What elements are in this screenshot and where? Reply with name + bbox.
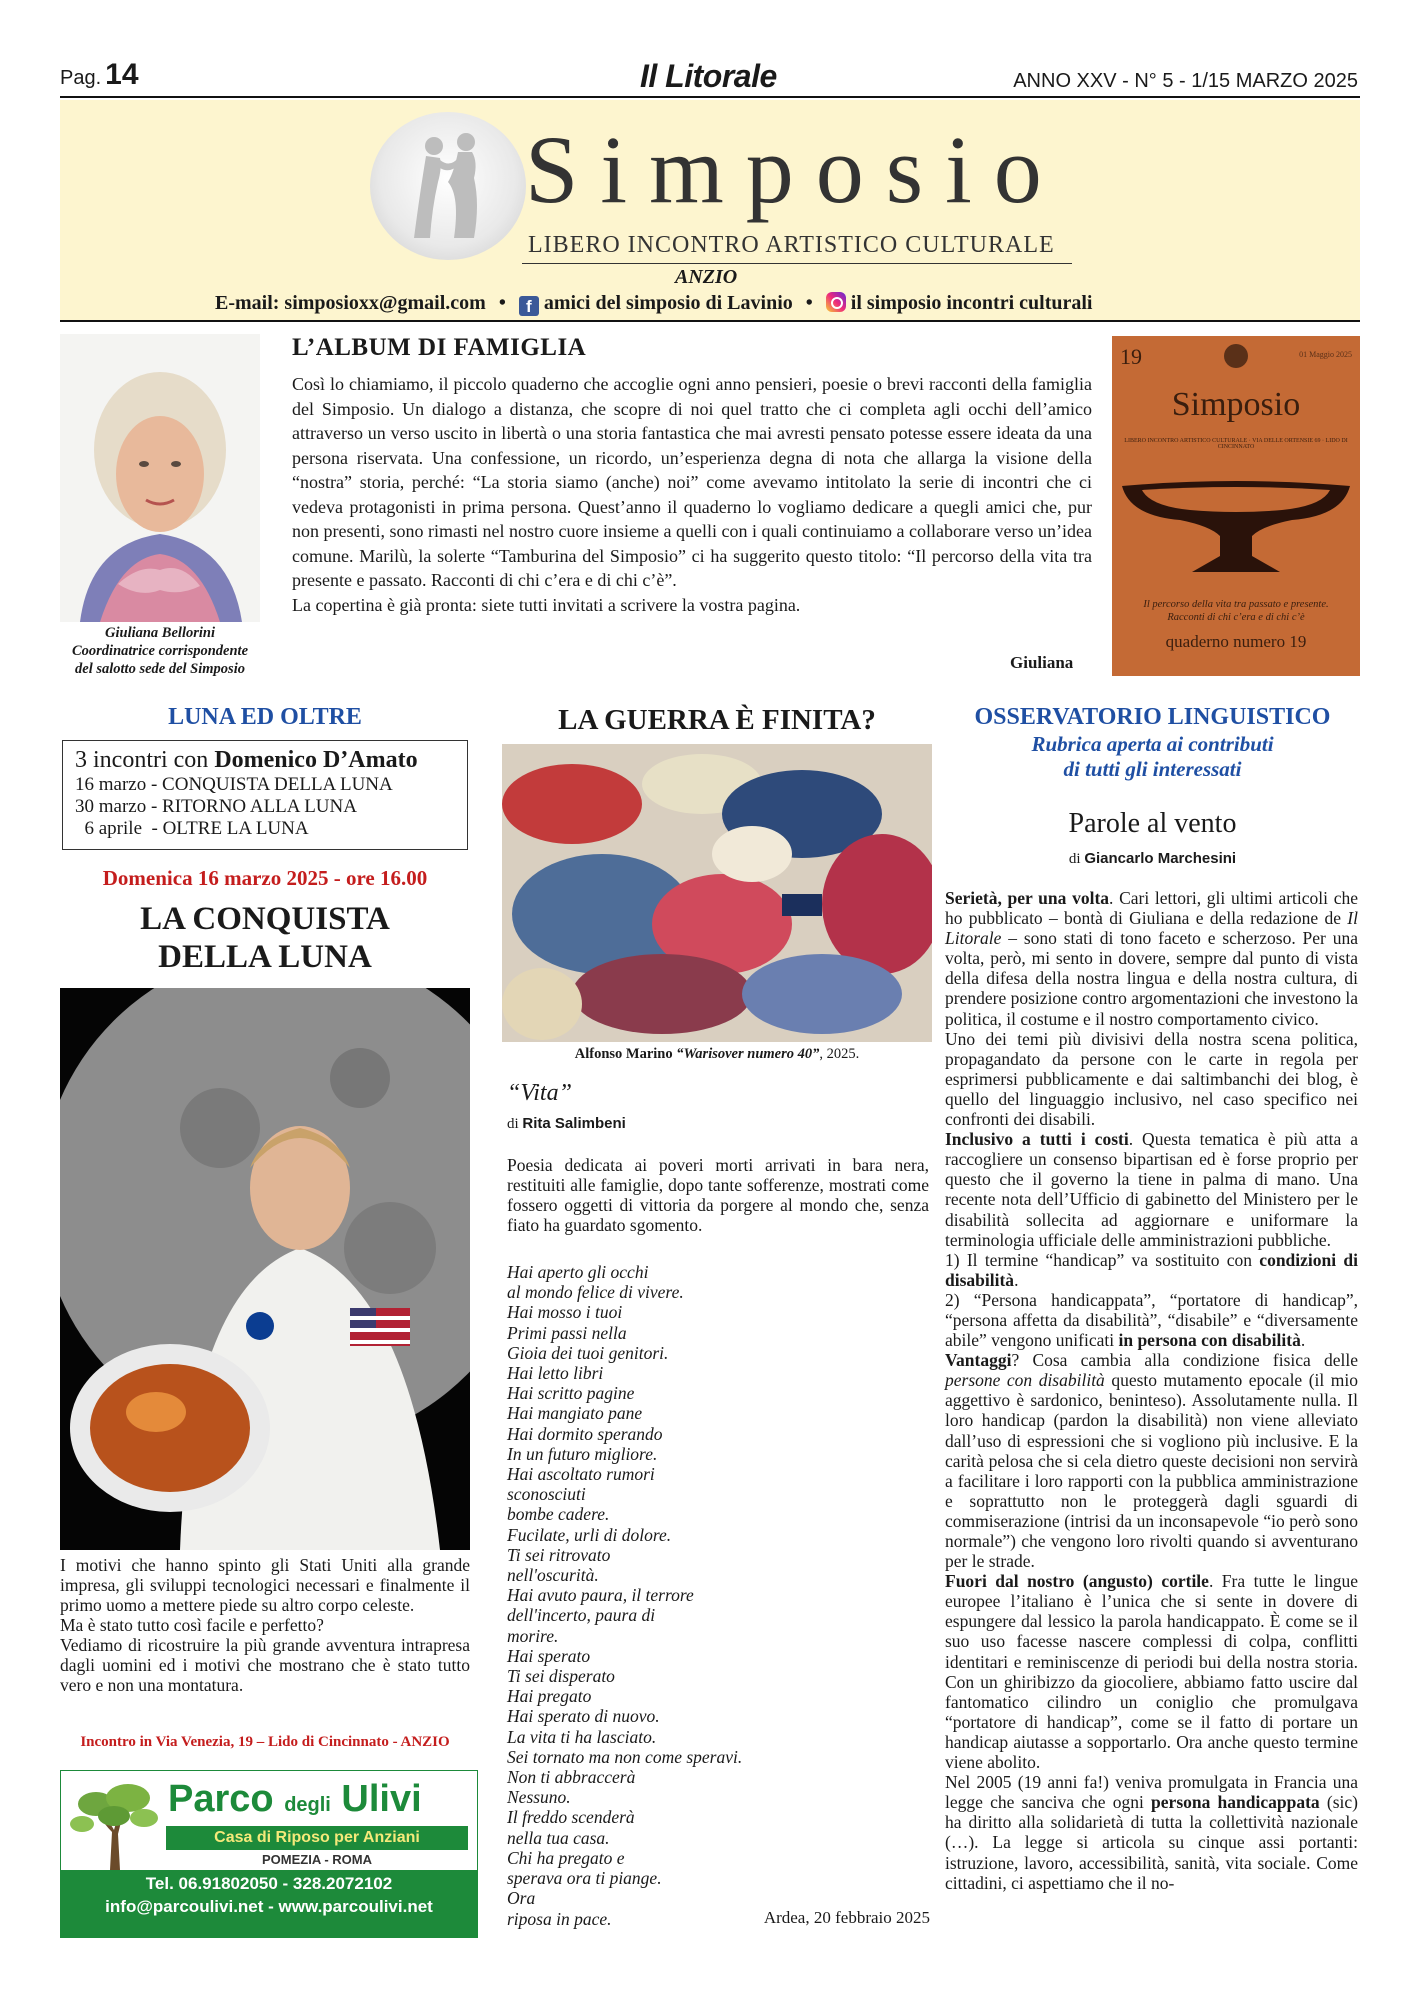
painting-caption: Alfonso Marino “Warisover numero 40”, 2025. [574,1046,860,1062]
masthead: Il Litorale [640,58,777,94]
poem-line: Hai ascoltato rumori [507,1464,655,1485]
poem-line: Hai scritto pagine [507,1383,635,1404]
luna-description: I motivi che hanno spinto gli Stati Uniti alla grande impresa, gli sviluppi tecnologici necessari e finalmente il primo uomo a mettere piede su altro corpo celeste. Ma è stato tutto così facile e perfetto? Vediamo di ricostruire la più grande avventura intrapresa dagli uomini ed i motivi che mostrano che è stato tutto vero e non una montatura. [60,1555,470,1695]
poem-line: Sei tornato ma non come speravi. [507,1746,743,1767]
schedule-item: 6 aprile - OLTRE LA LUNA [75,818,309,839]
article-title: Parole al vento [1068,808,1237,839]
luna-section-heading: LUNA ED OLTRE [168,704,362,730]
issue-info: ANNO XXV - N° 5 - 1/15 MARZO 2025 [1013,70,1358,92]
poem-line: nell'oscurità. [507,1565,599,1586]
article-paragraph: Serietà, per una volta. Cari lettori, gli ultimi articoli che ho pubblicato – bontà di Giuliana e della redazione de Il Litorale – sono stati di tono faceto e scherzoso. Per una volta, però, mi sento in dovere, sempre dal punto di vista della difesa della nostra lingua e della nostra cultura, di prendere posizione contro argomentazioni che investono la politica, il costume e il nostro comportamento civico. [945,888,1358,1029]
poem-line: Ti sei ritrovato [507,1544,611,1565]
poem-line: Ora [507,1888,536,1909]
poem-line: In un futuro migliore. [507,1443,658,1464]
osservatorio-heading: OSSERVATORIO LINGUISTICO [974,704,1331,730]
facebook-link[interactable]: amici del simposio di Lavinio [543,292,793,314]
album-text: Così lo chiamiamo, il piccolo quaderno che accoglie ogni anno pensieri, poesie o brevi racconti della famiglia del Simposio. Un dialogo a distanza, che scopre di noi quel tratto che ci completa agli occhi dell’amico attraverso un verso uscito in libertà o una storia fantastica che mai avresti pensato potesse essere ideata da una persona riservata. Una confessione, un ricordo, un’esperienza degna di nota che allarga la visione della “nostra” storia, perché: “La storia siamo (anche) noi” come avevamo intitolato la serie di incontri che ci vedeva protagonisti in prima persona. Quest’anno il quaderno lo vogliamo dedicare a quegli amici che, pur non presenti, sono rimasti nel nostro cuore insieme a quelli con i quali continuiamo a collaborare verso un’idea comune. Marilù, la solerte “Tamburina del Simposio” ci ha suggerito questo titolo: “Il percorso della vita tra presente e passato. Racconti di chi c’era e di chi c’è”. La copertina è già pronta: siete tutti invitati a scrivere la vostra pagina. [292,374,1092,615]
poem-line: La vita ti ha lasciato. [507,1726,657,1747]
guerra-title: LA GUERRA È FINITA? [558,704,876,736]
poem-line: Chi ha pregato e [507,1847,625,1868]
article-paragraph: Inclusivo a tutti i costi. Questa tematica è più atta a raccogliere un consenso bipartisan ed è forse proprio per questo che il governo la tiene in palma di mano. Una recente nota dell’Ufficio di gabinetto del Ministero per le disabilità sollecita ad aggiornare e uniformare la terminologia ufficiale delle amministrazioni pubbliche. [945,1129,1358,1250]
ad-location: POMEZIA - ROMA [261,1852,372,1867]
schedule-item: 30 marzo - RITORNO ALLA LUNA [75,796,357,817]
album-signature: Giuliana [1010,653,1074,672]
poem-line: Hai mangiato pane [507,1403,643,1424]
portrait-caption: Giuliana Bellorini Coordinatrice corrispondente del salotto sede del Simposio [71,625,249,677]
page-number: Pag. 14 [60,58,139,91]
instagram-icon [826,292,846,312]
article-paragraph: Vantaggi? Cosa cambia alla condizione fisica delle persone con disabilità questo mutamento epocale (il mio aggettivo è sardonico, beninteso). Assolutamente nulla. Il loro handicap (pardon la disabilità) non viene alleviato dall’uso di espressioni che si vogliono più inclusive. E la carità pelosa che si cela dietro queste decisioni non servirà a facilitare i loro rapporti con la pubblica amministrazione e soprattutto non le proteggerà dagli sguardi di commiserazione (intrisi da un inconsapevole “io però sono normale”) che vengono loro rivolti quando si avventurano per le strade. [945,1350,1358,1572]
poem-line: Primi passi nella [507,1322,627,1343]
painting-image [502,744,932,1042]
poem-line: Hai dormito sperando [507,1423,663,1444]
poem-line: sperava ora ti piange. [507,1868,662,1889]
poem-line: Hai mosso i tuoi [507,1302,623,1323]
poem-line: Hai sperato [507,1645,591,1666]
luna-title: LA CONQUISTA DELLA LUNA [140,901,390,975]
facebook-icon: f [519,296,539,316]
album-title: L’ALBUM DI FAMIGLIA [292,334,587,361]
article-paragraph: Uno dei temi più divisivi della nostra scena politica, propagandato da persone con le carte in regola per esprimersi pubblicamente e dai saltimbanchi dei blog, è quello del linguaggio inclusivo, nel caso specifico nei confronti dei disabili. [945,1028,1358,1130]
olive-tree-icon [66,1776,162,1870]
ad-brand: Parco degli Ulivi [168,1778,422,1820]
poem-line: dell'incerto, paura di [507,1605,656,1626]
email-link[interactable]: E-mail: simposioxx@gmail.com [215,292,486,314]
header-rule [60,96,1360,98]
poem-line: Hai pregato [507,1686,592,1707]
poem-line: Hai aperto gli occhi [507,1262,649,1282]
poem-line: Non ti abbraccerà [507,1767,636,1788]
article-body [945,888,1358,1893]
article-paragraph: 1) Il termine “handicap” va sostituito con condizioni di disabilità. [945,1249,1358,1290]
article-paragraph: 2) “Persona handicappata”, “portatore di handicap”, “persona affetta da disabilità”, “disabile” e “diversamente abile” vengono unificati in persona con disabilità. [945,1289,1358,1351]
luna-event-date: Domenica 16 marzo 2025 - ore 16.00 [102,866,428,890]
poem-line: Fucilate, urli di dolore. [507,1524,672,1545]
quaderno-cover: 19 01 Maggio 2025 Simposio LIBERO INCONTRO ARTISTICO CULTURALE · VIA DELLE ORTENSIE 69 · LIDO DI CINCINNATO Il percorso della vita tra passato e presente. Racconti di chi c’era e di chi c’è quaderno numero 19 [1112,336,1360,676]
poem-line: nella tua casa. [507,1827,610,1848]
article-paragraph: Fuori dal nostro (angusto) cortile. Fra tutte le lingue europee l’italiano è l’unica che si sente in dovere di espungere dal lessico la parola handicappato. È come se il suo uso facesse nascere complessi di colpa, conflitti identitari e reminiscenze di periodi bui della nostra storia. Con un ghiribizzo da giocoliere, abbiamo fatto uscire dal fantomatico cilindro un coniglio che promulgava “portatore di handicap”, come se il fatto di portare un handicap aiutasse a sopportarlo. Ora anche questo termine viene abolito. [945,1571,1358,1773]
poem-author: di Rita Salimbeni [507,1115,626,1132]
banner-subtitle: LIBERO INCONTRO ARTISTICO CULTURALE [528,232,1055,258]
banner-title: Simposio [525,116,1064,223]
poem-line: Hai avuto paura, il terrore [507,1585,694,1606]
poem-line: sconosciuti [507,1484,586,1505]
ad-tagline: Casa di Riposo per Anziani [166,1826,468,1850]
poem-text [507,1262,927,1929]
poem-line: al mondo felice di vivere. [507,1282,684,1303]
poem-line: bombe cadere. [507,1504,610,1525]
poem-line: Hai sperato di nuovo. [507,1706,660,1727]
poem-line: morire. [507,1625,559,1646]
portrait-photo [60,334,260,622]
banner-contacts: E-mail: simposioxx@gmail.com • f amici del simposio di Lavinio • il simposio incontri culturali [215,292,1093,316]
luna-venue: Incontro in Via Venezia, 19 – Lido di Cincinnato - ANZIO [80,1734,450,1750]
poem-date: Ardea, 20 febbraio 2025 [763,1908,930,1927]
banner-city: ANZIO [675,266,738,288]
poem-line: Ti sei disperato [507,1666,615,1687]
article-paragraph: Nel 2005 (19 anni fa!) veniva promulgata in Francia una legge che sanciva che ogni persona handicappata (sic) ha diritto alla solidarietà di tutta la collettività nazionale (…). La legge si articola su cinque assi portanti: istruzione, lavoro, accessibilità, sanità, vita sociale. Come cittadini, ci aspettiamo che il no- [945,1772,1358,1893]
simposio-logo-icon [370,112,526,260]
osservatorio-subtitle: Rubrica aperta ai contributi di tutti gli interessati [1031,732,1274,781]
poem-line: Hai letto libri [507,1363,604,1384]
luna-schedule-box: 3 incontri con Domenico D’Amato 16 marzo - CONQUISTA DELLA LUNA 30 marzo - RITORNO ALLA LUNA 6 aprile - OLTRE LA LUNA [62,740,468,850]
poem-title: “Vita” [507,1080,572,1106]
instagram-link[interactable]: il simposio incontri culturali [850,292,1093,314]
astronaut-photo [60,988,470,1550]
poem-intro: Poesia dedicata ai poveri morti arrivati in bara nera, restituiti alle famiglie, dopo tante sofferenze, mostrati come fossero oggetti di vittoria da porgere al mondo che, senza fiato ha guardato sgomento. [507,1155,929,1235]
cover-kylix-illustration [1112,456,1360,586]
poem-line: Nessuno. [507,1787,571,1808]
ad-phone[interactable]: Tel. 06.91802050 - 328.2072102 [145,1874,393,1893]
schedule-item: 16 marzo - CONQUISTA DELLA LUNA [75,774,393,795]
poem-line: Gioia dei tuoi genitori. [507,1342,669,1363]
banner-rule [60,320,1360,322]
article-author: di Giancarlo Marchesini [1068,850,1237,867]
poem-line: riposa in pace. [507,1908,612,1929]
ad-web[interactable]: info@parcoulivi.net - www.parcoulivi.net [105,1897,433,1916]
banner-divider [522,263,1072,264]
poem-line: Il freddo scenderà [507,1807,635,1828]
